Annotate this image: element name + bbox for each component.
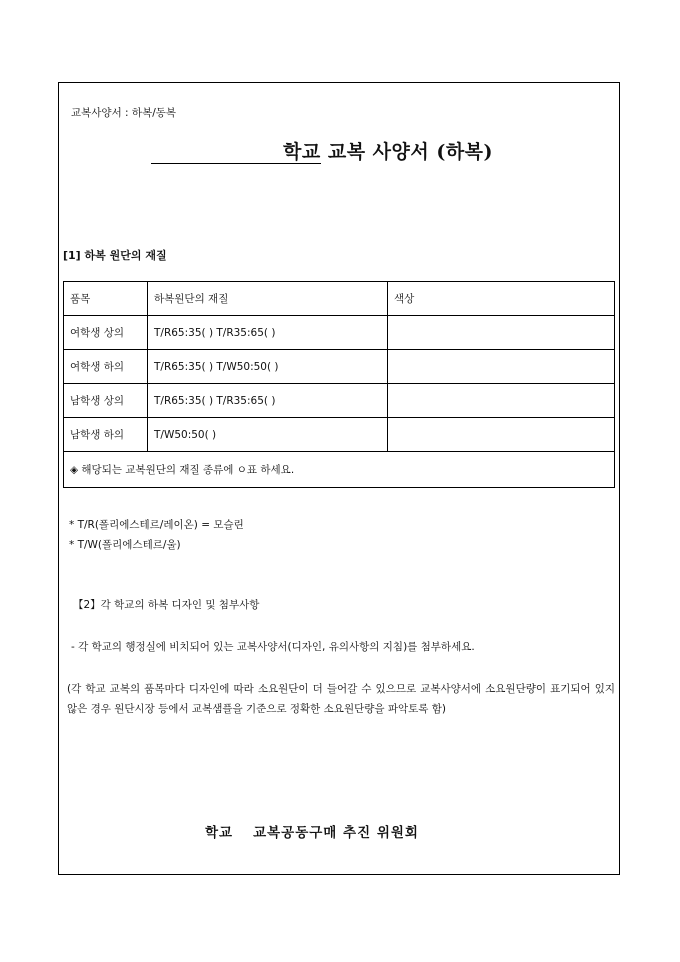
- school-name-blank: [151, 141, 283, 164]
- material-cell[interactable]: T/R65:35( ) T/R35:65( ): [148, 384, 388, 418]
- table-row: [64, 384, 615, 418]
- section2-instruction: - 각 학교의 행정실에 비치되어 있는 교복사양서(디자인, 유의사항의 지침)를 첨부하세요.: [71, 641, 475, 653]
- material-table: [63, 281, 615, 488]
- committee-signature: [205, 821, 419, 841]
- color-cell[interactable]: [388, 384, 615, 418]
- column-header-color: 색상: [388, 282, 615, 316]
- table-row: [64, 418, 615, 452]
- table-note: ◈ 해당되는 교복원단의 재질 종류에 ㅇ표 하세요.: [64, 452, 615, 488]
- footnote-tr: * T/R(폴리에스테르/레이온) = 모슬린: [69, 519, 244, 531]
- committee-school: 학교: [205, 825, 234, 841]
- color-cell[interactable]: [388, 418, 615, 452]
- title-rest: 교복 사양서 (하복): [327, 141, 494, 163]
- footnote-tw: * T/W(폴리에스테르/울): [69, 539, 181, 551]
- spec-type-line: 교복사양서 : 하복/동복: [71, 107, 177, 119]
- table-row: [64, 316, 615, 350]
- committee-name: 교복공동구매 추진 위원회: [253, 825, 419, 841]
- item-cell: 여학생 하의: [64, 350, 148, 384]
- section1-heading: [1] 하복 원단의 재질: [63, 249, 167, 262]
- document-title: [151, 137, 493, 164]
- section2-heading: 【2】각 학교의 하복 디자인 및 첨부사항: [73, 599, 260, 611]
- material-cell[interactable]: T/W50:50( ): [148, 418, 388, 452]
- table-header-row: [64, 282, 615, 316]
- section2-paragraph: (각 학교 교복의 품목마다 디자인에 따라 소요원단이 더 들어갈 수 있으므로 교복사양서에 소요원단량이 표기되어 있지 않은 경우 원단시장 등에서 교복샘플을 기준으로 정확한 소요원단량을 파악토록 함): [67, 683, 615, 715]
- color-cell[interactable]: [388, 350, 615, 384]
- item-cell: 여학생 상의: [64, 316, 148, 350]
- document-frame: [58, 82, 620, 875]
- table-note-row: [64, 452, 615, 488]
- material-cell[interactable]: T/R65:35( ) T/R35:65( ): [148, 316, 388, 350]
- column-header-item: 품목: [64, 282, 148, 316]
- title-school-label: 학교: [283, 141, 321, 163]
- color-cell[interactable]: [388, 316, 615, 350]
- column-header-material: 하복원단의 재질: [148, 282, 388, 316]
- item-cell: 남학생 하의: [64, 418, 148, 452]
- table-row: [64, 350, 615, 384]
- material-cell[interactable]: T/R65:35( ) T/W50:50( ): [148, 350, 388, 384]
- item-cell: 남학생 상의: [64, 384, 148, 418]
